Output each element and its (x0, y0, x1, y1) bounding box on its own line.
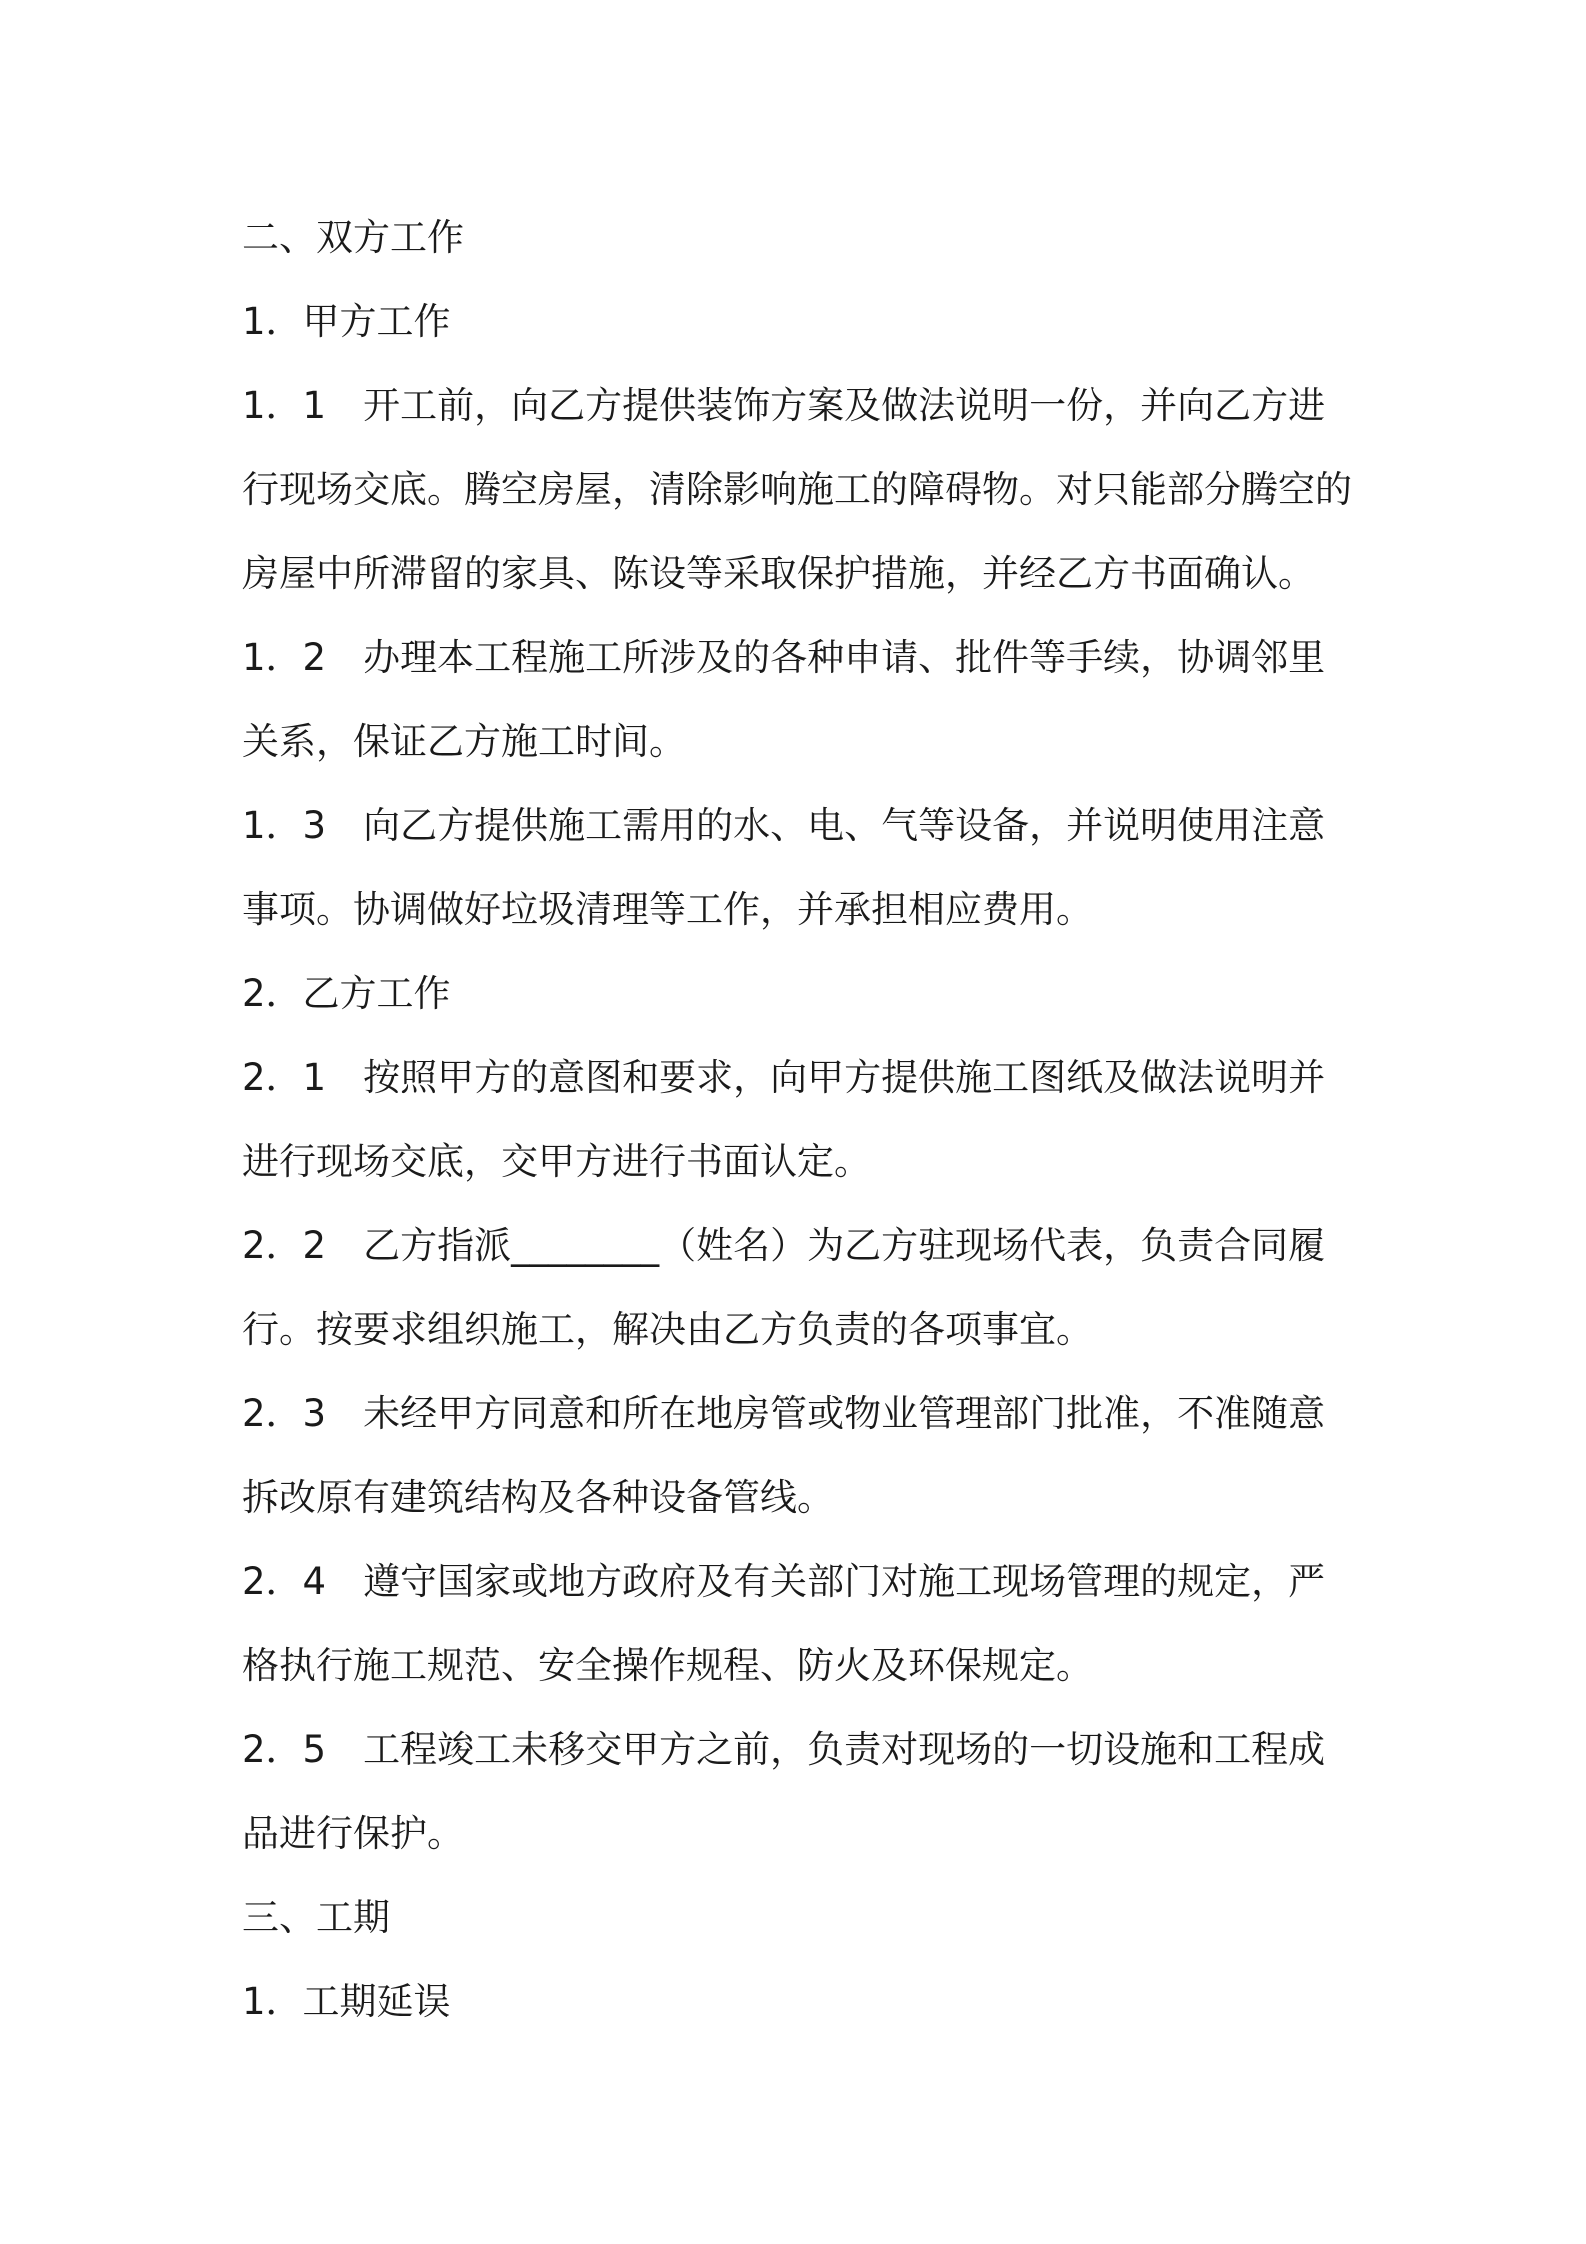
subheading-party-a-work: 1．甲方工作 (242, 300, 451, 343)
clause-2-1-line-1: 2．1 按照甲方的意图和要求，向甲方提供施工图纸及做法说明并 (242, 1056, 1326, 1099)
subheading-schedule-delay: 1．工期延误 (242, 1980, 451, 2023)
clause-1-3-line-1: 1．3 向乙方提供施工需用的水、电、气等设备，并说明使用注意 (242, 804, 1326, 847)
section-heading-two: 二、双方工作 (242, 216, 464, 259)
clause-2-2-line-1: 2．2 乙方指派________（姓名）为乙方驻现场代表，负责合同履 (242, 1224, 1326, 1267)
clause-2-4-line-2: 格执行施工规范、安全操作规程、防火及环保规定。 (242, 1644, 1093, 1687)
clause-2-5-line-2: 品进行保护。 (242, 1812, 464, 1855)
section-heading-three: 三、工期 (242, 1896, 390, 1939)
clause-2-2-line-2: 行。按要求组织施工，解决由乙方负责的各项事宜。 (242, 1308, 1093, 1351)
clause-1-1-line-1: 1．1 开工前，向乙方提供装饰方案及做法说明一份，并向乙方进 (242, 384, 1326, 427)
clause-2-4-line-1: 2．4 遵守国家或地方政府及有关部门对施工现场管理的规定，严 (242, 1560, 1326, 1603)
clause-1-3-line-2: 事项。协调做好垃圾清理等工作，并承担相应费用。 (242, 888, 1093, 931)
clause-2-1-line-2: 进行现场交底，交甲方进行书面认定。 (242, 1140, 871, 1183)
clause-1-1-line-3: 房屋中所滞留的家具、陈设等采取保护措施，并经乙方书面确认。 (242, 552, 1315, 595)
clause-1-2-line-2: 关系，保证乙方施工时间。 (242, 720, 686, 763)
clause-2-3-line-1: 2．3 未经甲方同意和所在地房管或物业管理部门批准，不准随意 (242, 1392, 1326, 1435)
clause-2-3-line-2: 拆改原有建筑结构及各种设备管线。 (242, 1476, 834, 1519)
clause-1-1-line-2: 行现场交底。腾空房屋，清除影响施工的障碍物。对只能部分腾空的 (242, 468, 1352, 511)
document-body (242, 196, 1362, 2044)
subheading-party-b-work: 2．乙方工作 (242, 972, 451, 1015)
clause-2-5-line-1: 2．5 工程竣工未移交甲方之前，负责对现场的一切设施和工程成 (242, 1728, 1326, 1771)
clause-1-2-line-1: 1．2 办理本工程施工所涉及的各种申请、批件等手续，协调邻里 (242, 636, 1326, 679)
